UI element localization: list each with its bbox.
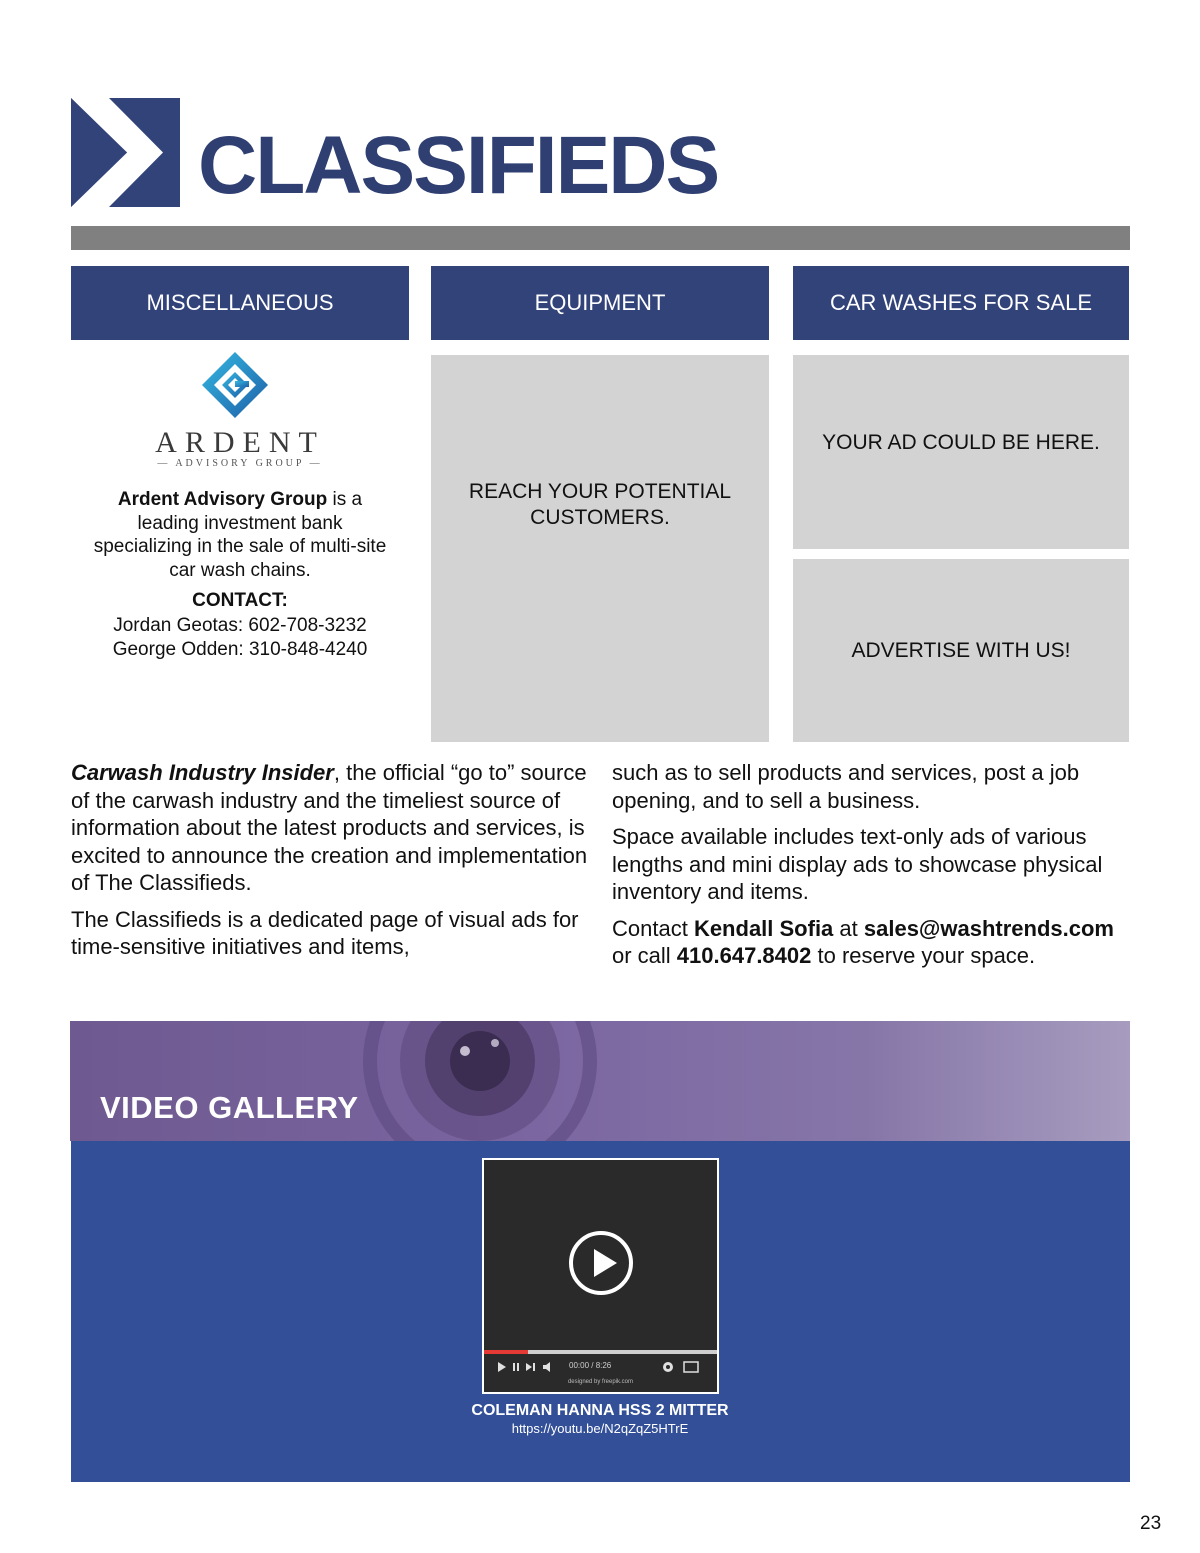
video-url-link[interactable]: https://youtu.be/N2qZqZ5HTrE (511, 1421, 689, 1436)
ardent-contact-jordan: Jordan Geotas: 602-708-3232 (113, 615, 367, 636)
ardent-logo-name: ARDENT (155, 426, 325, 459)
ardent-logo-subtitle: — ADVISORY GROUP — (157, 458, 323, 469)
camera-lens-graphic (360, 1021, 600, 1141)
ardent-contact-label: CONTACT: (192, 590, 288, 611)
video-player-thumbnail[interactable] (482, 1158, 719, 1394)
page-title: CLASSIFIEDS (198, 120, 719, 211)
contact-prefix: Contact (612, 915, 694, 941)
video-progress-track[interactable] (484, 1350, 717, 1354)
page-number: 23 (1140, 1513, 1162, 1534)
play-circle-icon[interactable] (568, 1230, 634, 1296)
car-wash-ad-placeholder-2 (793, 559, 1129, 742)
title-rule (71, 226, 1130, 250)
article-paragraph-2: The Classifieds is a dedicated page of visual ads for time-sensitive initiatives and items, (71, 906, 579, 959)
ardent-company-name: Ardent Advisory Group (117, 489, 328, 510)
contact-or-call: or call (612, 943, 677, 968)
classifieds-chevron-icon (71, 98, 180, 207)
article-paragraph-1 (71, 759, 591, 897)
ardent-contact-george: George Odden: 310-848-4240 (112, 639, 368, 660)
pause-icon (513, 1363, 519, 1371)
ardent-emblem-icon (200, 350, 270, 420)
equipment-ad-text: REACH YOUR POTENTIAL CUSTOMERS. (468, 480, 732, 529)
car-wash-ad-text-1: YOUR AD COULD BE HERE. (822, 431, 1100, 454)
publication-name: Carwash Industry Insider (71, 760, 334, 785)
column-header-equipment: EQUIPMENT (431, 266, 769, 340)
contact-suffix: to reserve your space. (811, 943, 1036, 968)
ardent-description (90, 488, 390, 582)
contact-at: at (833, 915, 864, 941)
article-paragraph-5 (612, 915, 1132, 970)
ardent-description-text: is a leading investment bank specializing in the sale of multi-site car wash chains. (93, 489, 387, 581)
equipment-ad-placeholder (431, 355, 769, 742)
fullscreen-icon (684, 1362, 698, 1372)
video-time-readout: 00:00 / 8:26 (569, 1361, 612, 1370)
article-paragraph-1-text: , the official “go to” source of the carwash industry and the timeliest source of information about the latest products and services, is excited to announce the creation and implementation of The Classifieds. (71, 760, 588, 895)
column-header-car-washes-for-sale: CAR WASHES FOR SALE (793, 266, 1129, 340)
settings-icon (663, 1362, 673, 1372)
article-paragraph-3: such as to sell products and services, post a job opening, and to sell a business. (612, 760, 1080, 813)
contact-phone: 410.647.8402 (676, 943, 812, 968)
video-gallery-title: VIDEO GALLERY (100, 1090, 359, 1125)
image-credit: designed by freepik.com (567, 1379, 634, 1385)
volume-icon (543, 1362, 550, 1372)
contact-email-link[interactable]: sales@washtrends.com (863, 915, 1114, 941)
contact-name: Kendall Sofia (693, 915, 834, 941)
video-title: COLEMAN HANNA HSS 2 MITTER (471, 1402, 729, 1419)
article-column-right (612, 759, 1132, 979)
video-progress-fill (484, 1350, 528, 1354)
car-wash-ad-text-2: ADVERTISE WITH US! (851, 638, 1071, 662)
skip-icon (526, 1363, 535, 1371)
column-header-miscellaneous: MISCELLANEOUS (71, 266, 409, 340)
car-wash-ad-placeholder-1 (793, 355, 1129, 549)
play-icon (498, 1362, 506, 1372)
article-column-left (71, 759, 591, 970)
article-paragraph-4: Space available includes text-only ads of various lengths and mini display ads to showcase physical inventory and items. (612, 824, 1103, 904)
